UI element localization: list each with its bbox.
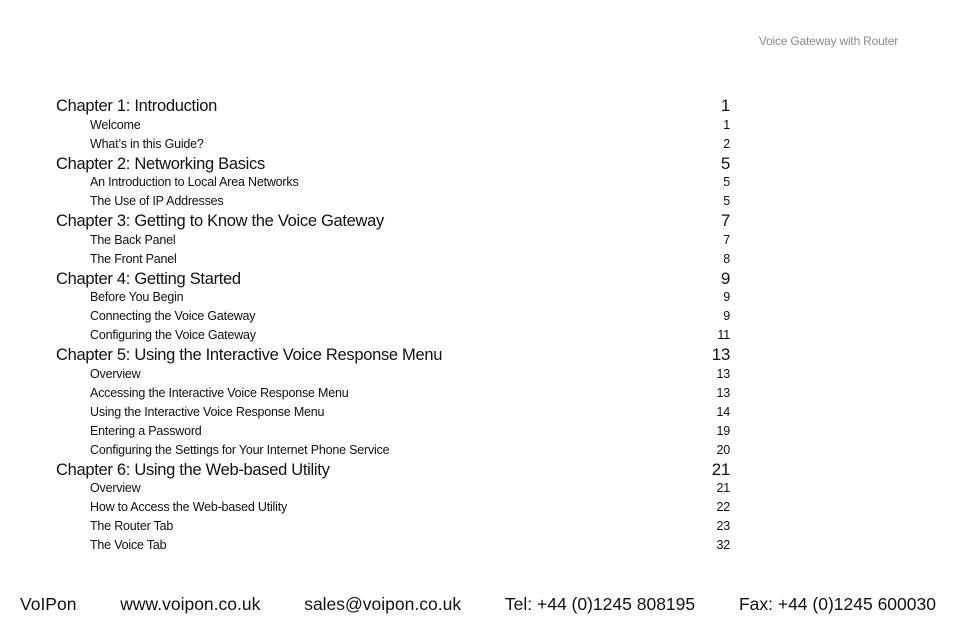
toc-entry-page-number: 13	[716, 385, 730, 400]
toc-entry-page-number: 2	[723, 136, 730, 151]
toc-entry-title: Chapter 4: Getting Started	[56, 269, 241, 288]
toc-entry-page-number: 14	[716, 404, 730, 419]
toc-entry-page-number: 9	[720, 268, 730, 288]
toc-chapter-entry[interactable]	[56, 154, 730, 174]
toc-section-entry[interactable]	[56, 173, 730, 192]
toc-entry-title: Chapter 5: Using the Interactive Voice Response Menu	[56, 346, 443, 364]
toc-section-entry[interactable]	[56, 479, 730, 498]
footer-email[interactable]: sales@voipon.co.uk	[304, 594, 462, 614]
toc-chapter-entry[interactable]	[56, 96, 730, 116]
toc-entry-title: Welcome	[90, 117, 141, 132]
toc-entry-title: Chapter 2: Networking Basics	[56, 154, 265, 173]
toc-section-entry[interactable]	[56, 517, 730, 536]
toc-entry-page-number: 1	[720, 96, 730, 115]
toc-entry-title: Chapter 3: Getting to Know the Voice Gateway	[56, 212, 384, 230]
toc-entry-title: Connecting the Voice Gateway	[90, 309, 256, 323]
toc-section-entry[interactable]	[56, 536, 730, 555]
toc-entry-page-number: 11	[717, 328, 730, 342]
toc-entry-title: The Router Tab	[90, 519, 174, 533]
toc-entry-title: The Use of IP Addresses	[90, 194, 224, 208]
toc-section-entry[interactable]	[56, 498, 730, 517]
toc-entry-page-number: 22	[716, 500, 730, 514]
toc-section-entry[interactable]	[56, 422, 730, 441]
toc-section-entry[interactable]	[56, 441, 730, 460]
toc-section-entry[interactable]	[56, 326, 730, 345]
toc-section-entry[interactable]	[56, 250, 730, 269]
footer-telephone: Tel: +44 (0)1245 808195	[504, 594, 696, 614]
table-of-contents	[56, 96, 730, 555]
toc-entry-title: Chapter 1: Introduction	[56, 97, 217, 115]
toc-section-entry[interactable]	[56, 384, 730, 403]
toc-entry-page-number: 9	[723, 309, 730, 323]
toc-entry-title: The Back Panel	[90, 232, 176, 247]
toc-chapter-entry[interactable]	[56, 345, 730, 365]
toc-entry-title: Overview	[90, 481, 141, 495]
toc-entry-page-number: 7	[723, 232, 730, 247]
toc-entry-page-number: 21	[716, 481, 730, 495]
toc-entry-page-number: 32	[716, 538, 730, 552]
toc-entry-page-number: 20	[716, 442, 730, 457]
toc-entry-page-number: 5	[723, 175, 730, 189]
toc-entry-title: Chapter 6: Using the Web-based Utility	[56, 460, 330, 479]
toc-entry-page-number: 7	[720, 211, 730, 230]
footer-brand: VoIPon	[20, 594, 77, 614]
toc-section-entry[interactable]	[56, 307, 730, 326]
toc-entry-title: The Voice Tab	[90, 538, 167, 552]
page-footer	[20, 594, 936, 615]
toc-entry-title: Configuring the Settings for Your Internet Phone Service	[90, 442, 390, 457]
document-header-title: Voice Gateway with Router	[758, 34, 898, 48]
toc-section-entry[interactable]	[56, 403, 730, 422]
toc-entry-page-number: 13	[711, 345, 730, 364]
toc-entry-title: Overview	[90, 366, 141, 381]
toc-entry-page-number: 5	[720, 153, 730, 173]
toc-entry-title: The Front Panel	[90, 251, 177, 266]
toc-section-entry[interactable]	[56, 365, 730, 384]
toc-section-entry[interactable]	[56, 135, 730, 154]
toc-entry-page-number: 19	[716, 423, 730, 438]
toc-chapter-entry[interactable]	[56, 211, 730, 231]
footer-website[interactable]: www.voipon.co.uk	[120, 594, 261, 614]
toc-entry-title: Before You Begin	[90, 290, 184, 304]
toc-entry-page-number: 5	[723, 194, 730, 208]
toc-section-entry[interactable]	[56, 192, 730, 211]
toc-section-entry[interactable]	[56, 116, 730, 135]
toc-entry-title: Configuring the Voice Gateway	[90, 328, 256, 342]
toc-entry-page-number: 13	[716, 366, 730, 381]
toc-chapter-entry[interactable]	[56, 269, 730, 289]
toc-entry-title: Accessing the Interactive Voice Response Menu	[90, 385, 349, 400]
toc-entry-title: Entering a Password	[90, 423, 202, 438]
toc-entry-page-number: 21	[711, 459, 730, 479]
toc-section-entry[interactable]	[56, 231, 730, 250]
toc-entry-page-number: 8	[723, 251, 730, 266]
toc-section-entry[interactable]	[56, 288, 730, 307]
toc-entry-title: An Introduction to Local Area Networks	[90, 175, 299, 189]
toc-entry-title: What’s in this Guide?	[90, 136, 204, 151]
toc-entry-title: How to Access the Web-based Utility	[90, 500, 288, 514]
toc-entry-title: Using the Interactive Voice Response Menu	[90, 404, 325, 419]
toc-chapter-entry[interactable]	[56, 460, 730, 480]
footer-fax: Fax: +44 (0)1245 600030	[738, 594, 936, 614]
toc-entry-page-number: 23	[716, 519, 730, 533]
toc-entry-page-number: 9	[723, 290, 730, 304]
toc-entry-page-number: 1	[723, 117, 730, 132]
